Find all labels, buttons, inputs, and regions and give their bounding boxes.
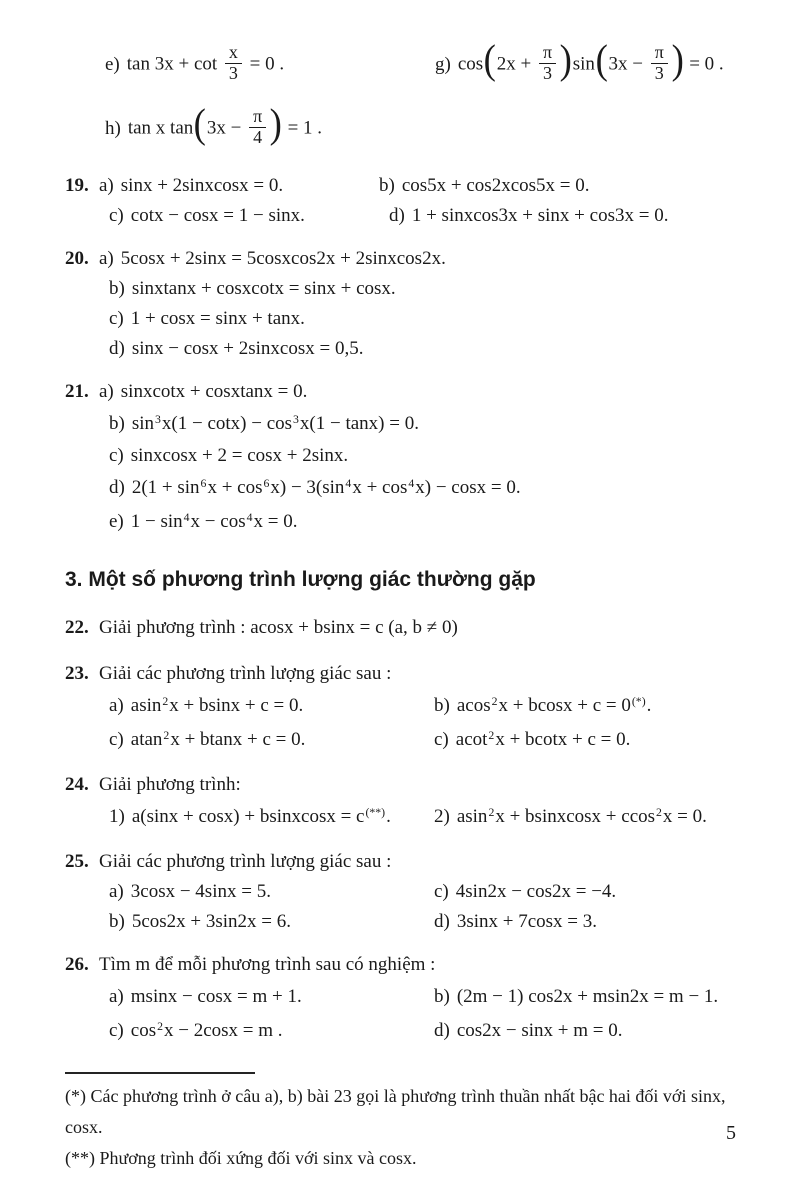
equation: sinxcosx + 2 = cosx + 2sinx.	[130, 445, 349, 466]
equation: 4sin2x − cos2x = −4.	[455, 881, 617, 902]
equation-item-21a	[99, 377, 307, 407]
item-label: a)	[109, 986, 124, 1007]
equation-item-20c	[109, 304, 305, 334]
problem-21	[65, 377, 765, 539]
equation: tan x tan(3x − $\frac{\pi}{4}$ ) = 1 .	[127, 101, 323, 147]
equation: $\cos^2x - 2\cos x = m$ .	[130, 1019, 283, 1041]
item-label: b)	[109, 911, 125, 932]
equation-row	[109, 800, 765, 834]
equation-item-19b	[379, 171, 590, 201]
problem-body	[99, 377, 765, 539]
equation: 1 + cosx = sinx + tanx.	[130, 308, 305, 329]
equation: 5cosx + 2sinx = 5cosxcos2x + 2sinxcos2x.	[120, 248, 446, 269]
equation: sinx + 2sinxcosx = 0.	[120, 175, 284, 196]
equation-item-19d	[389, 201, 668, 231]
item-label: a)	[109, 881, 124, 902]
item-label: 2)	[434, 806, 450, 827]
equation-item-26b	[434, 980, 718, 1014]
equation-item-23c-left	[109, 723, 434, 757]
equation-item-21c	[109, 441, 348, 471]
equation-row	[109, 689, 765, 723]
item-label: d)	[434, 1020, 450, 1041]
equation-row	[109, 907, 765, 937]
footnote-double-star: (**) Phương trình đối xứng đối với sinx và cosx.	[65, 1148, 417, 1168]
problem-number: 22.	[65, 617, 89, 638]
problem-body	[99, 613, 765, 643]
problem-20	[65, 244, 765, 364]
item-label: a)	[99, 248, 114, 269]
equation-item-23c-right	[434, 723, 630, 757]
item-label: 1)	[109, 806, 125, 827]
equation-item-21b	[109, 407, 419, 441]
problem-intro: Giải phương trình:	[99, 774, 241, 795]
equation-item-g	[435, 37, 724, 85]
problem-number: 20.	[65, 248, 89, 269]
equation-row	[109, 304, 765, 334]
problem-body	[99, 770, 765, 834]
problem-number: 19.	[65, 175, 89, 196]
equation: cos5x + cos2xcos5x = 0.	[401, 175, 590, 196]
equation: sinxtanx + cosxcotx = sinx + cosx.	[131, 278, 396, 299]
problem-body	[99, 847, 765, 937]
equation: sinxcotx + cosxtanx = 0.	[120, 381, 308, 402]
equation: 3sinx + 7cosx = 3.	[456, 911, 598, 932]
problem-intro: Giải các phương trình lượng giác sau :	[99, 851, 392, 872]
equation-item-h	[105, 101, 323, 149]
equation: $\sin^3x(1 - \cot x) - \cos^3x(1 - \tan x) = 0$.	[131, 412, 419, 434]
item-label: d)	[434, 911, 450, 932]
equation: $2(1 + \sin^6x + \cos^6x) - 3(\sin^4x + \cos^4x) - \cos x = 0$.	[131, 476, 521, 498]
item-label: c)	[109, 205, 124, 226]
equation-item-25a	[109, 877, 434, 907]
equation: tan 3x + cot $\frac{x}{3}$ = 0 .	[126, 42, 285, 83]
intro-row	[99, 659, 765, 689]
equation: 3cosx − 4sinx = 5.	[130, 881, 271, 902]
equation: acot$^2$x + bcotx + c = 0.	[455, 728, 631, 750]
footnote-star-line1: (*) Các phương trình ở câu a), b) bài 23 gọi là phương trình thuần nhất bậc hai đối với sinx,	[65, 1086, 726, 1106]
item-label: c)	[434, 881, 449, 902]
equation-item-21d	[109, 471, 521, 505]
equation: msinx − cosx = m + 1.	[130, 986, 302, 1007]
equation-row	[109, 334, 765, 364]
item-label: a)	[99, 175, 114, 196]
equation-item-25d	[434, 907, 597, 937]
equation: cos2x − sinx + m = 0.	[456, 1020, 623, 1041]
equation: a(sinx + cosx) + bsinxcosx = c(**).	[131, 805, 391, 827]
item-label: b)	[109, 413, 125, 434]
equation-row	[109, 1014, 765, 1048]
problem-body	[99, 171, 765, 231]
problem-number: 24.	[65, 774, 89, 795]
equation-row	[99, 377, 765, 407]
equation-row	[99, 244, 765, 274]
problem-number: 26.	[65, 954, 89, 975]
problem-19	[65, 171, 765, 231]
equation-item-20a	[99, 244, 446, 274]
equation-item-19c	[109, 201, 389, 231]
equation-item-26a	[109, 980, 434, 1014]
equation-item-21e	[109, 505, 297, 539]
equation-row	[109, 471, 765, 505]
equation-row	[109, 201, 765, 231]
problem-number: 25.	[65, 851, 89, 872]
problem-intro: Tìm m để mỗi phương trình sau có nghiệm :	[99, 954, 436, 975]
equation: sinx − cosx + 2sinxcosx = 0,5.	[131, 338, 364, 359]
page-number: 5	[726, 1122, 736, 1144]
problem-23	[65, 659, 765, 757]
equation: asin$^2$x + bsinxcosx + ccos$^2$x = 0.	[456, 805, 707, 827]
equation-item-23b	[434, 689, 651, 723]
equation: 1 + sinxcos3x + sinx + cos3x = 0.	[411, 205, 669, 226]
item-label: b)	[109, 278, 125, 299]
intro-row	[99, 847, 765, 877]
problem-intro: Giải phương trình : acosx + bsinx = c (a, b ≠ 0)	[99, 617, 458, 638]
equation-item-20b	[109, 274, 396, 304]
item-label: a)	[99, 381, 114, 402]
equation-row	[109, 441, 765, 471]
equation: $1 - \sin^4x - \cos^4x = 0$.	[130, 510, 298, 532]
item-label: c)	[109, 308, 124, 329]
equation-item-19a	[99, 171, 379, 201]
item-label: c)	[434, 729, 449, 750]
problem-body	[99, 950, 765, 1048]
equation-item-25b	[109, 907, 434, 937]
problem-25	[65, 847, 765, 937]
equation-row	[99, 171, 765, 201]
equation-row-eg	[105, 36, 765, 94]
equation-item-25c	[434, 877, 616, 907]
problem-24	[65, 770, 765, 834]
equation-item-26d	[434, 1014, 623, 1048]
equation-row	[109, 505, 765, 539]
equation-row	[99, 613, 765, 643]
item-label: b)	[434, 986, 450, 1007]
item-label: b)	[434, 695, 450, 716]
problem-body	[99, 244, 765, 364]
equation-row	[109, 274, 765, 304]
item-label: c)	[109, 729, 124, 750]
equation: atan$^2$x + btanx + c = 0.	[130, 728, 306, 750]
problem-22	[65, 613, 765, 643]
intro-row	[99, 950, 765, 980]
footnote-divider	[65, 1072, 255, 1074]
equation-item-23a	[109, 689, 434, 723]
item-label: d)	[389, 205, 405, 226]
section-heading: 3. Một số phương trình lượng giác thường gặp	[65, 568, 536, 591]
item-label: e)	[105, 54, 120, 75]
item-label: a)	[109, 695, 124, 716]
problem-number: 23.	[65, 663, 89, 684]
equation: 5cos2x + 3sin2x = 6.	[131, 911, 292, 932]
equation-row	[109, 407, 765, 441]
intro-row	[99, 770, 765, 800]
equation-item-26c	[109, 1014, 434, 1048]
equation-item-24-1	[109, 800, 434, 834]
problem-intro: Giải các phương trình lượng giác sau :	[99, 663, 392, 684]
problem-26	[65, 950, 765, 1048]
equation: acos$^2$x + bcosx + c = 0(*).	[456, 694, 652, 716]
item-label: c)	[109, 445, 124, 466]
equation: cotx − cosx = 1 − sinx.	[130, 205, 305, 226]
equation-row-h	[105, 100, 765, 158]
page-content	[65, 36, 765, 1172]
equation-row	[109, 723, 765, 757]
item-label: b)	[379, 175, 395, 196]
item-label: e)	[109, 511, 124, 532]
problem-body	[99, 659, 765, 757]
item-label: h)	[105, 118, 121, 139]
equation-item-e	[105, 42, 435, 85]
item-label: d)	[109, 477, 125, 498]
item-label: g)	[435, 54, 451, 75]
equation: (2m − 1) cos2x + msin2x = m − 1.	[456, 986, 719, 1007]
problem-number: 21.	[65, 381, 89, 402]
equation-item-20d	[109, 334, 363, 364]
footnote-star-line2: cosx.	[65, 1117, 103, 1137]
equation-row	[109, 877, 765, 907]
equation: cos(2x + $\frac{\pi}{3}$ )sin(3x − $\frac{\pi}{3}$ ) = 0 .	[457, 37, 724, 83]
equation-item-24-2	[434, 800, 707, 834]
equation: asin$^2$x + bsinx + c = 0.	[130, 694, 304, 716]
item-label: d)	[109, 338, 125, 359]
equation-row	[109, 980, 765, 1014]
item-label: c)	[109, 1020, 124, 1041]
